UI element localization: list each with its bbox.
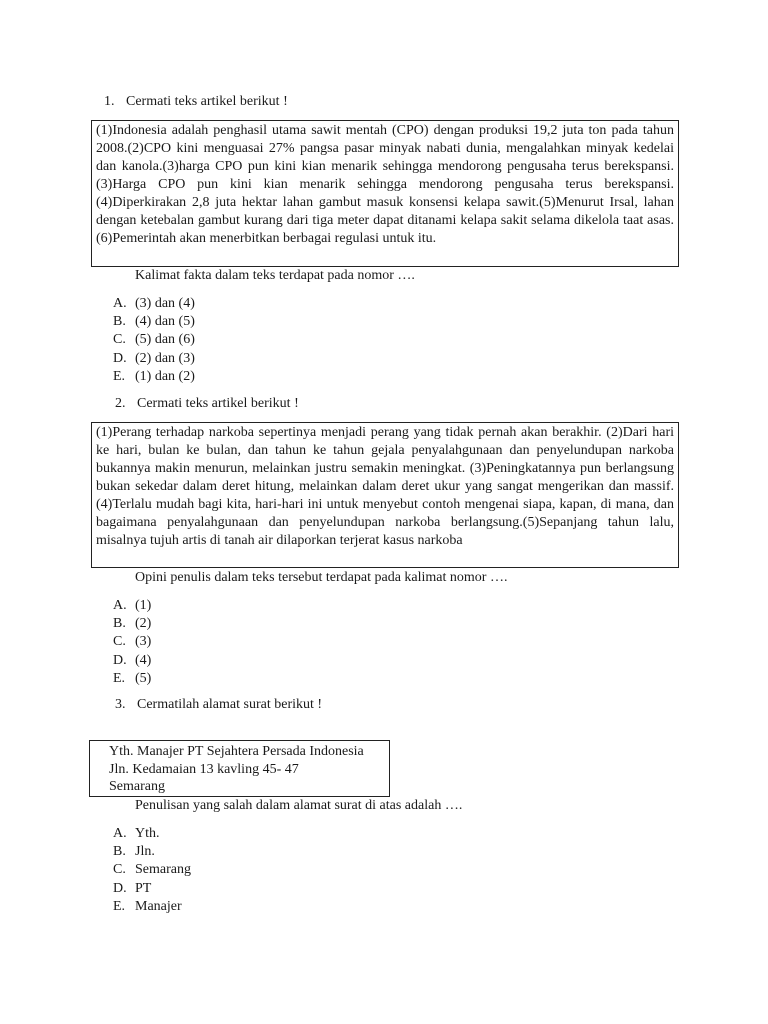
option-letter: A.: [113, 826, 127, 841]
question-2-title: [115, 396, 299, 412]
question-1-option-d[interactable]: [113, 350, 195, 368]
option-letter: B.: [113, 844, 126, 860]
question-3-title: [115, 697, 322, 713]
question-1-options: [113, 295, 195, 386]
question-1-prompt: Kalimat fakta dalam teks terdapat pada nomor ….: [135, 268, 415, 283]
option-text: Jln.: [135, 844, 155, 860]
question-3-title-text: Cermatilah alamat surat berikut !: [137, 697, 323, 712]
question-3-number: 3.: [115, 697, 126, 712]
address-line-city: Semarang: [109, 779, 165, 794]
question-3-option-a[interactable]: [113, 825, 191, 843]
option-text: (5): [135, 670, 152, 686]
option-text: (3): [135, 634, 152, 650]
question-1-article-box: [91, 120, 679, 267]
question-2-option-c[interactable]: [113, 633, 151, 651]
question-3-prompt: Penulisan yang salah dalam alamat surat di atas adalah ….: [135, 798, 463, 813]
option-text: Semarang: [135, 862, 191, 878]
address-line-recipient: Yth. Manajer PT Sejahtera Persada Indonesia: [109, 744, 364, 759]
option-text: PT: [135, 880, 152, 896]
option-letter: C.: [113, 862, 126, 878]
option-letter: E.: [113, 670, 126, 686]
option-text: (3) dan (4): [135, 296, 195, 311]
option-text: Yth.: [135, 826, 160, 841]
question-3-address-box: [89, 740, 390, 797]
option-text: (4) dan (5): [135, 314, 195, 330]
question-1-option-b[interactable]: [113, 313, 195, 331]
option-letter: E.: [113, 368, 126, 384]
option-letter: C.: [113, 634, 126, 650]
option-text: (2) dan (3): [135, 350, 195, 366]
address-line-street: Jln. Kedamaian 13 kavling 45- 47: [109, 761, 299, 777]
question-1-number: 1.: [104, 94, 115, 109]
option-letter: D.: [113, 350, 127, 366]
question-2-option-e[interactable]: [113, 670, 151, 688]
question-1-option-c[interactable]: [113, 331, 195, 349]
question-2-prompt: Opini penulis dalam teks tersebut terdapat pada kalimat nomor ….: [135, 570, 508, 585]
question-3-option-d[interactable]: [113, 880, 191, 898]
option-text: (4): [135, 652, 152, 668]
option-letter: B.: [113, 314, 126, 330]
option-letter: E.: [113, 898, 126, 914]
question-2-article-box: [91, 422, 679, 568]
question-2-options: [113, 597, 151, 688]
question-1-option-a[interactable]: [113, 295, 195, 313]
option-letter: A.: [113, 598, 127, 613]
option-text: (2): [135, 616, 152, 632]
question-2-option-b[interactable]: [113, 615, 151, 633]
question-2-option-d[interactable]: [113, 652, 151, 670]
option-text: (5) dan (6): [135, 332, 195, 348]
option-letter: D.: [113, 880, 127, 896]
option-letter: D.: [113, 652, 127, 668]
question-3-option-c[interactable]: [113, 861, 191, 879]
option-text: Manajer: [135, 898, 182, 914]
option-letter: A.: [113, 296, 127, 311]
option-text: (1) dan (2): [135, 368, 195, 384]
question-2-option-a[interactable]: [113, 597, 151, 615]
question-1-title-text: Cermati teks artikel berikut !: [126, 94, 288, 109]
question-3-option-e[interactable]: [113, 898, 191, 916]
question-3-address: [90, 741, 389, 796]
question-2-title-text: Cermati teks artikel berikut !: [137, 396, 299, 411]
question-3-option-b[interactable]: [113, 843, 191, 861]
question-1-option-e[interactable]: [113, 368, 195, 386]
question-1-article-text: (1)Indonesia adalah penghasil utama sawit mentah (CPO) dengan produksi 19,2 juta ton pada tahun 2008.(2)CPO kini menguasai 27% pangsa pasar minyak nabati dunia, mengalahkan minyak kedelai dan kanola.(3)harga CPO pun kini kian menarik sehingga mendorong pengusaha terus berekspansi.(3)Harga CPO pun kini kian menarik sehingga mendorong pengusaha terus berekspansi.(4)Diperkirakan 2,8 juta hektar lahan gambut masuk konsensi kelapa sawit.(5)Menurut Irsal, lahan dengan ketebalan gambut kurang dari tiga meter dapat ditanami kelapa sakit selama dikelola taat asas.(6)Pemerintah akan menerbitkan berbagai regulasi untuk itu.: [96, 123, 674, 246]
question-1-title: [104, 94, 288, 110]
option-letter: B.: [113, 616, 126, 632]
question-2-article-text: (1)Perang terhadap narkoba sepertinya menjadi perang yang tidak pernah akan berakhir. (2)Dari hari ke hari, bulan ke bulan, dan tahun ke tahun gejala penyalahgunaan dan penyelundupan narkoba bukannya makin menurun, melainkan justru semakin meningkat. (3)Peningkatannya pun berlangsung bukan sekedar dalam deret hitung, melainkan dalam deret ukur yang sangat mengerikan dan massif.(4)Terlalu mudah bagi kita, hari-hari ini untuk menyebut contoh mengenai siapa, kapan, di mana, dan bagaimana penyalahgunaan dan penyelundupan narkoba berlangsung.(5)Sepanjang tahun lalu, misalnya tujuh artis di tanah air dilaporkan terjerat kasus narkoba: [96, 425, 674, 548]
option-text: (1): [135, 598, 152, 613]
question-2-number: 2.: [115, 396, 126, 411]
question-3-options: [113, 825, 191, 916]
option-letter: C.: [113, 332, 126, 348]
